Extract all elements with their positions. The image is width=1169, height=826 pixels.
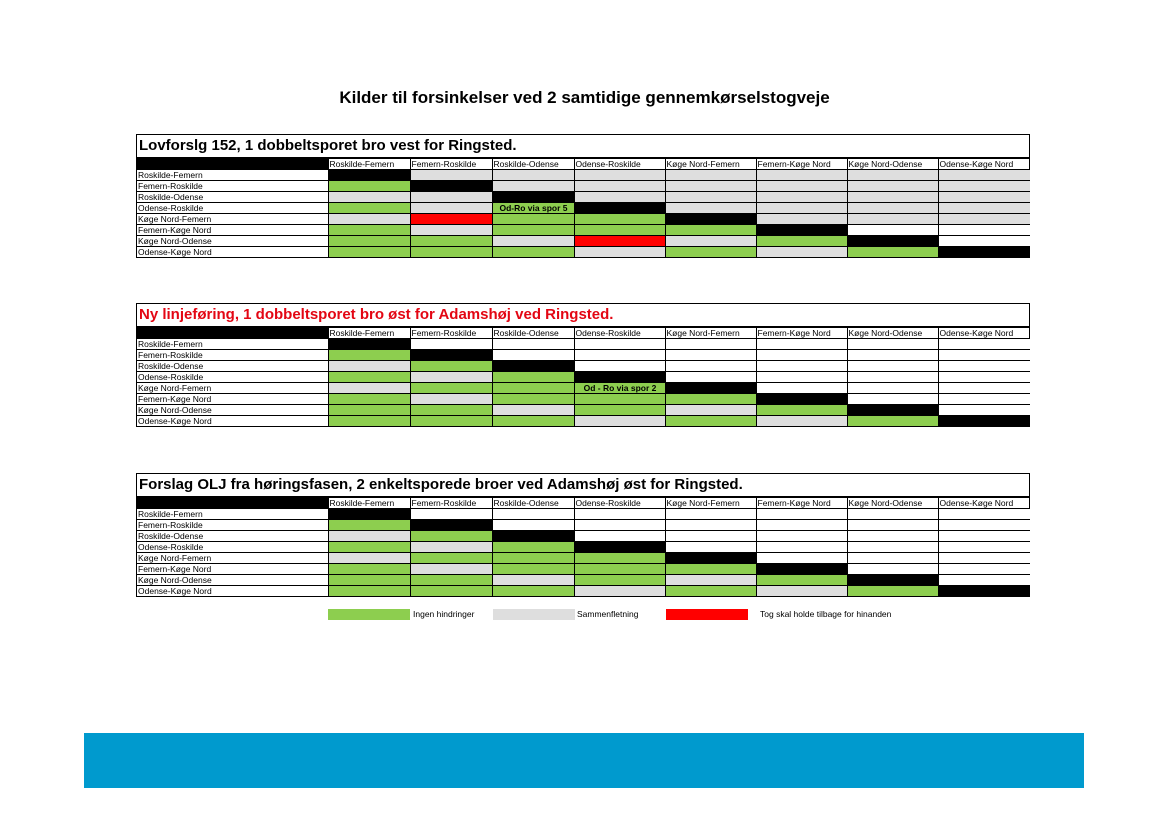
row-label: Odense-Roskilde bbox=[137, 542, 328, 553]
matrix-row bbox=[137, 247, 1030, 258]
column-header: Roskilde-Femern bbox=[328, 328, 410, 339]
matrix-cell bbox=[665, 236, 756, 247]
row-label: Odense-Roskilde bbox=[137, 372, 328, 383]
matrix-cell bbox=[938, 553, 1030, 564]
matrix-cell bbox=[328, 416, 410, 427]
matrix-cell bbox=[492, 531, 574, 542]
matrix-row bbox=[137, 416, 1030, 427]
matrix-cell bbox=[938, 372, 1030, 383]
matrix-cell bbox=[410, 350, 492, 361]
matrix-cell bbox=[847, 203, 938, 214]
matrix-cell bbox=[665, 575, 756, 586]
matrix-cell bbox=[938, 586, 1030, 597]
matrix-cell bbox=[938, 214, 1030, 225]
matrix-cell bbox=[665, 520, 756, 531]
matrix-cell bbox=[847, 531, 938, 542]
column-header: Femern-Køge Nord bbox=[756, 498, 847, 509]
matrix-row bbox=[137, 531, 1030, 542]
matrix-cell bbox=[410, 170, 492, 181]
matrix-cell bbox=[574, 214, 665, 225]
matrix-cell bbox=[847, 170, 938, 181]
column-header: Odense-Roskilde bbox=[574, 328, 665, 339]
matrix-cell bbox=[328, 350, 410, 361]
row-label: Roskilde-Odense bbox=[137, 361, 328, 372]
matrix-cell bbox=[847, 236, 938, 247]
matrix-cell bbox=[574, 553, 665, 564]
matrix-cell bbox=[938, 225, 1030, 236]
matrix-cell bbox=[410, 361, 492, 372]
matrix-cell bbox=[492, 236, 574, 247]
matrix-row bbox=[137, 361, 1030, 372]
matrix-cell bbox=[938, 542, 1030, 553]
matrix-cell bbox=[328, 586, 410, 597]
matrix-cell bbox=[492, 575, 574, 586]
matrix-cell bbox=[574, 416, 665, 427]
matrix-cell bbox=[574, 361, 665, 372]
matrix-cell bbox=[756, 225, 847, 236]
matrix-cell bbox=[492, 394, 574, 405]
matrix-cell bbox=[410, 553, 492, 564]
matrix-cell bbox=[328, 405, 410, 416]
matrix-row bbox=[137, 586, 1030, 597]
column-header: Femern-Roskilde bbox=[410, 498, 492, 509]
matrix-cell bbox=[938, 203, 1030, 214]
matrix-cell bbox=[938, 181, 1030, 192]
column-header: Roskilde-Femern bbox=[328, 498, 410, 509]
matrix-row bbox=[137, 170, 1030, 181]
matrix-cell bbox=[938, 531, 1030, 542]
row-label: Køge Nord-Femern bbox=[137, 383, 328, 394]
matrix-cell bbox=[410, 575, 492, 586]
column-header: Køge Nord-Femern bbox=[665, 159, 756, 170]
matrix-cell bbox=[574, 575, 665, 586]
corner-cell bbox=[137, 328, 328, 339]
matrix-row bbox=[137, 236, 1030, 247]
matrix-cell bbox=[328, 225, 410, 236]
legend-label: Sammenfletning bbox=[577, 609, 639, 619]
matrix-cell bbox=[574, 339, 665, 350]
matrix-cell bbox=[328, 575, 410, 586]
conflict-matrix bbox=[137, 158, 1030, 257]
row-label: Femern-Køge Nord bbox=[137, 564, 328, 575]
matrix-cell bbox=[756, 203, 847, 214]
matrix-cell bbox=[492, 192, 574, 203]
matrix-cell bbox=[847, 247, 938, 258]
matrix-cell bbox=[410, 203, 492, 214]
matrix-cell bbox=[665, 181, 756, 192]
matrix-cell bbox=[847, 553, 938, 564]
matrix-cell bbox=[574, 509, 665, 520]
matrix-row bbox=[137, 181, 1030, 192]
matrix-cell bbox=[574, 520, 665, 531]
matrix-cell bbox=[574, 192, 665, 203]
matrix-cell bbox=[492, 405, 574, 416]
panel-title: Ny linjeføring, 1 dobbeltsporet bro øst for Adamshøj ved Ringsted. bbox=[137, 304, 1029, 327]
matrix-cell bbox=[328, 192, 410, 203]
row-label: Roskilde-Femern bbox=[137, 170, 328, 181]
matrix-cell bbox=[492, 586, 574, 597]
matrix-cell bbox=[492, 509, 574, 520]
row-label: Femern-Roskilde bbox=[137, 350, 328, 361]
corner-cell bbox=[137, 498, 328, 509]
matrix-cell bbox=[756, 181, 847, 192]
matrix-row bbox=[137, 192, 1030, 203]
matrix-cell bbox=[328, 361, 410, 372]
page-title: Kilder til forsinkelser ved 2 samtidige gennemkørselstogveje bbox=[339, 88, 830, 107]
matrix-cell bbox=[492, 350, 574, 361]
matrix-cell bbox=[665, 372, 756, 383]
panel-title: Lovforslg 152, 1 dobbeltsporet bro vest for Ringsted. bbox=[137, 135, 1029, 158]
row-label: Femern-Køge Nord bbox=[137, 225, 328, 236]
matrix-cell bbox=[410, 520, 492, 531]
legend-swatch-grey bbox=[493, 609, 575, 620]
matrix-cell bbox=[756, 416, 847, 427]
column-header: Femern-Roskilde bbox=[410, 328, 492, 339]
matrix-cell bbox=[938, 394, 1030, 405]
row-label: Odense-Køge Nord bbox=[137, 247, 328, 258]
matrix-cell bbox=[574, 203, 665, 214]
matrix-cell bbox=[410, 192, 492, 203]
matrix-cell bbox=[328, 181, 410, 192]
matrix-cell bbox=[756, 236, 847, 247]
column-header: Odense-Køge Nord bbox=[938, 159, 1030, 170]
matrix-cell-note: Od-Ro via spor 5 bbox=[492, 203, 574, 214]
matrix-cell bbox=[938, 564, 1030, 575]
matrix-cell bbox=[328, 372, 410, 383]
footer-band bbox=[84, 733, 1084, 788]
matrix-cell bbox=[410, 383, 492, 394]
matrix-cell bbox=[938, 575, 1030, 586]
column-header: Køge Nord-Odense bbox=[847, 159, 938, 170]
matrix-cell bbox=[410, 564, 492, 575]
matrix-panel-forslag-olj bbox=[136, 473, 1030, 597]
matrix-cell bbox=[756, 350, 847, 361]
matrix-cell bbox=[756, 575, 847, 586]
matrix-cell bbox=[328, 509, 410, 520]
matrix-cell bbox=[492, 372, 574, 383]
matrix-cell bbox=[847, 214, 938, 225]
matrix-cell bbox=[574, 542, 665, 553]
matrix-cell bbox=[938, 339, 1030, 350]
matrix-cell bbox=[756, 192, 847, 203]
matrix-cell bbox=[938, 416, 1030, 427]
matrix-cell bbox=[492, 383, 574, 394]
matrix-cell bbox=[938, 361, 1030, 372]
matrix-cell bbox=[665, 586, 756, 597]
row-label: Odense-Køge Nord bbox=[137, 416, 328, 427]
conflict-matrix bbox=[137, 497, 1030, 596]
row-label: Roskilde-Odense bbox=[137, 192, 328, 203]
matrix-cell bbox=[574, 564, 665, 575]
matrix-cell bbox=[847, 383, 938, 394]
matrix-cell bbox=[938, 383, 1030, 394]
matrix-cell bbox=[328, 339, 410, 350]
row-label: Roskilde-Odense bbox=[137, 531, 328, 542]
matrix-cell bbox=[328, 247, 410, 258]
matrix-cell bbox=[410, 416, 492, 427]
matrix-row bbox=[137, 225, 1030, 236]
matrix-cell bbox=[665, 531, 756, 542]
panel-title: Forslag OLJ fra høringsfasen, 2 enkeltsporede broer ved Adamshøj øst for Ringsted. bbox=[137, 474, 1029, 497]
matrix-cell bbox=[328, 170, 410, 181]
matrix-cell bbox=[492, 339, 574, 350]
matrix-cell bbox=[665, 361, 756, 372]
matrix-row bbox=[137, 394, 1030, 405]
header-row bbox=[137, 159, 1030, 170]
matrix-cell bbox=[847, 509, 938, 520]
column-header: Roskilde-Odense bbox=[492, 159, 574, 170]
legend-swatch-red bbox=[666, 609, 748, 620]
matrix-cell bbox=[756, 509, 847, 520]
column-header: Femern-Køge Nord bbox=[756, 328, 847, 339]
matrix-cell bbox=[410, 531, 492, 542]
matrix-row bbox=[137, 350, 1030, 361]
matrix-cell bbox=[410, 394, 492, 405]
matrix-cell bbox=[847, 416, 938, 427]
column-header: Femern-Køge Nord bbox=[756, 159, 847, 170]
matrix-cell bbox=[492, 225, 574, 236]
column-header: Køge Nord-Femern bbox=[665, 328, 756, 339]
matrix-row bbox=[137, 203, 1030, 214]
row-label: Odense-Køge Nord bbox=[137, 586, 328, 597]
legend-label: Ingen hindringer bbox=[413, 609, 475, 619]
matrix-cell bbox=[328, 553, 410, 564]
matrix-cell bbox=[847, 181, 938, 192]
matrix-cell bbox=[574, 372, 665, 383]
column-header: Roskilde-Odense bbox=[492, 498, 574, 509]
matrix-cell bbox=[665, 339, 756, 350]
matrix-cell bbox=[847, 394, 938, 405]
matrix-cell bbox=[756, 542, 847, 553]
matrix-cell bbox=[847, 520, 938, 531]
row-label: Femern-Køge Nord bbox=[137, 394, 328, 405]
matrix-cell bbox=[492, 416, 574, 427]
matrix-cell bbox=[410, 405, 492, 416]
matrix-cell bbox=[756, 405, 847, 416]
matrix-row bbox=[137, 575, 1030, 586]
matrix-cell bbox=[665, 247, 756, 258]
legend-swatch-green bbox=[328, 609, 410, 620]
matrix-cell bbox=[492, 181, 574, 192]
matrix-cell bbox=[574, 350, 665, 361]
matrix-cell bbox=[938, 236, 1030, 247]
matrix-cell bbox=[328, 520, 410, 531]
matrix-cell bbox=[665, 214, 756, 225]
matrix-cell bbox=[665, 416, 756, 427]
matrix-cell bbox=[847, 405, 938, 416]
row-label: Køge Nord-Odense bbox=[137, 575, 328, 586]
matrix-cell bbox=[847, 564, 938, 575]
matrix-panel-ny-linjefoering bbox=[136, 303, 1030, 427]
row-label: Odense-Roskilde bbox=[137, 203, 328, 214]
column-header: Roskilde-Femern bbox=[328, 159, 410, 170]
matrix-row bbox=[137, 372, 1030, 383]
row-label: Køge Nord-Odense bbox=[137, 405, 328, 416]
matrix-cell bbox=[328, 214, 410, 225]
matrix-cell bbox=[328, 383, 410, 394]
matrix-cell bbox=[574, 586, 665, 597]
matrix-cell bbox=[665, 394, 756, 405]
matrix-cell bbox=[410, 372, 492, 383]
matrix-cell bbox=[847, 339, 938, 350]
matrix-cell bbox=[665, 170, 756, 181]
matrix-row bbox=[137, 564, 1030, 575]
matrix-cell bbox=[574, 531, 665, 542]
matrix-cell bbox=[756, 170, 847, 181]
matrix-cell bbox=[756, 361, 847, 372]
matrix-cell bbox=[328, 203, 410, 214]
matrix-cell bbox=[492, 564, 574, 575]
matrix-cell bbox=[410, 509, 492, 520]
matrix-cell bbox=[410, 542, 492, 553]
matrix-cell bbox=[574, 394, 665, 405]
matrix-cell bbox=[847, 192, 938, 203]
matrix-cell bbox=[574, 405, 665, 416]
matrix-cell bbox=[492, 553, 574, 564]
matrix-cell bbox=[938, 520, 1030, 531]
matrix-cell bbox=[756, 531, 847, 542]
matrix-row bbox=[137, 542, 1030, 553]
matrix-cell bbox=[756, 383, 847, 394]
row-label: Roskilde-Femern bbox=[137, 509, 328, 520]
matrix-cell bbox=[938, 192, 1030, 203]
matrix-cell bbox=[938, 509, 1030, 520]
column-header: Femern-Roskilde bbox=[410, 159, 492, 170]
matrix-cell bbox=[847, 542, 938, 553]
matrix-cell bbox=[847, 225, 938, 236]
matrix-cell bbox=[938, 405, 1030, 416]
matrix-cell bbox=[492, 542, 574, 553]
column-header: Køge Nord-Odense bbox=[847, 498, 938, 509]
matrix-row bbox=[137, 553, 1030, 564]
matrix-cell bbox=[665, 350, 756, 361]
matrix-cell bbox=[756, 372, 847, 383]
matrix-cell bbox=[574, 225, 665, 236]
matrix-cell bbox=[847, 586, 938, 597]
matrix-cell bbox=[938, 247, 1030, 258]
matrix-cell bbox=[410, 214, 492, 225]
matrix-cell bbox=[328, 531, 410, 542]
matrix-cell bbox=[492, 520, 574, 531]
matrix-row bbox=[137, 520, 1030, 531]
matrix-row bbox=[137, 509, 1030, 520]
matrix-cell bbox=[665, 203, 756, 214]
matrix-row bbox=[137, 383, 1030, 394]
matrix-cell bbox=[756, 214, 847, 225]
matrix-cell bbox=[410, 181, 492, 192]
matrix-cell bbox=[756, 247, 847, 258]
legend bbox=[328, 609, 1028, 621]
matrix-row bbox=[137, 214, 1030, 225]
matrix-cell bbox=[756, 520, 847, 531]
matrix-cell bbox=[665, 405, 756, 416]
matrix-cell bbox=[492, 170, 574, 181]
conflict-matrix bbox=[137, 327, 1030, 426]
matrix-cell bbox=[847, 575, 938, 586]
row-label: Køge Nord-Femern bbox=[137, 553, 328, 564]
column-header: Odense-Roskilde bbox=[574, 498, 665, 509]
matrix-row bbox=[137, 339, 1030, 350]
matrix-row bbox=[137, 405, 1030, 416]
column-header: Odense-Køge Nord bbox=[938, 498, 1030, 509]
matrix-cell bbox=[492, 247, 574, 258]
column-header: Køge Nord-Odense bbox=[847, 328, 938, 339]
matrix-cell bbox=[492, 214, 574, 225]
matrix-cell bbox=[665, 542, 756, 553]
matrix-cell bbox=[756, 564, 847, 575]
matrix-cell bbox=[328, 236, 410, 247]
matrix-cell bbox=[938, 170, 1030, 181]
matrix-cell bbox=[574, 170, 665, 181]
legend-label: Tog skal holde tilbage for hinanden bbox=[760, 609, 892, 619]
row-label: Femern-Roskilde bbox=[137, 181, 328, 192]
matrix-cell bbox=[328, 564, 410, 575]
matrix-cell bbox=[665, 553, 756, 564]
matrix-cell bbox=[410, 236, 492, 247]
matrix-cell bbox=[756, 586, 847, 597]
matrix-cell bbox=[847, 350, 938, 361]
matrix-cell bbox=[756, 339, 847, 350]
matrix-panel-lovforslag bbox=[136, 134, 1030, 258]
matrix-cell bbox=[665, 192, 756, 203]
matrix-cell bbox=[410, 586, 492, 597]
column-header: Odense-Roskilde bbox=[574, 159, 665, 170]
matrix-cell bbox=[492, 361, 574, 372]
row-label: Roskilde-Femern bbox=[137, 339, 328, 350]
matrix-cell bbox=[847, 361, 938, 372]
matrix-cell bbox=[756, 553, 847, 564]
matrix-cell bbox=[328, 394, 410, 405]
column-header: Køge Nord-Femern bbox=[665, 498, 756, 509]
row-label: Køge Nord-Odense bbox=[137, 236, 328, 247]
matrix-cell bbox=[665, 383, 756, 394]
column-header: Roskilde-Odense bbox=[492, 328, 574, 339]
header-row bbox=[137, 498, 1030, 509]
row-label: Køge Nord-Femern bbox=[137, 214, 328, 225]
matrix-cell bbox=[574, 181, 665, 192]
row-label: Femern-Roskilde bbox=[137, 520, 328, 531]
matrix-cell bbox=[665, 564, 756, 575]
matrix-cell bbox=[938, 350, 1030, 361]
matrix-cell-note: Od - Ro via spor 2 bbox=[574, 383, 665, 394]
column-header: Odense-Køge Nord bbox=[938, 328, 1030, 339]
matrix-cell bbox=[665, 225, 756, 236]
matrix-cell bbox=[847, 372, 938, 383]
matrix-cell bbox=[410, 225, 492, 236]
matrix-cell bbox=[574, 236, 665, 247]
header-row bbox=[137, 328, 1030, 339]
matrix-cell bbox=[665, 509, 756, 520]
matrix-cell bbox=[328, 542, 410, 553]
matrix-cell bbox=[574, 247, 665, 258]
matrix-cell bbox=[410, 247, 492, 258]
matrix-cell bbox=[410, 339, 492, 350]
matrix-cell bbox=[756, 394, 847, 405]
corner-cell bbox=[137, 159, 328, 170]
